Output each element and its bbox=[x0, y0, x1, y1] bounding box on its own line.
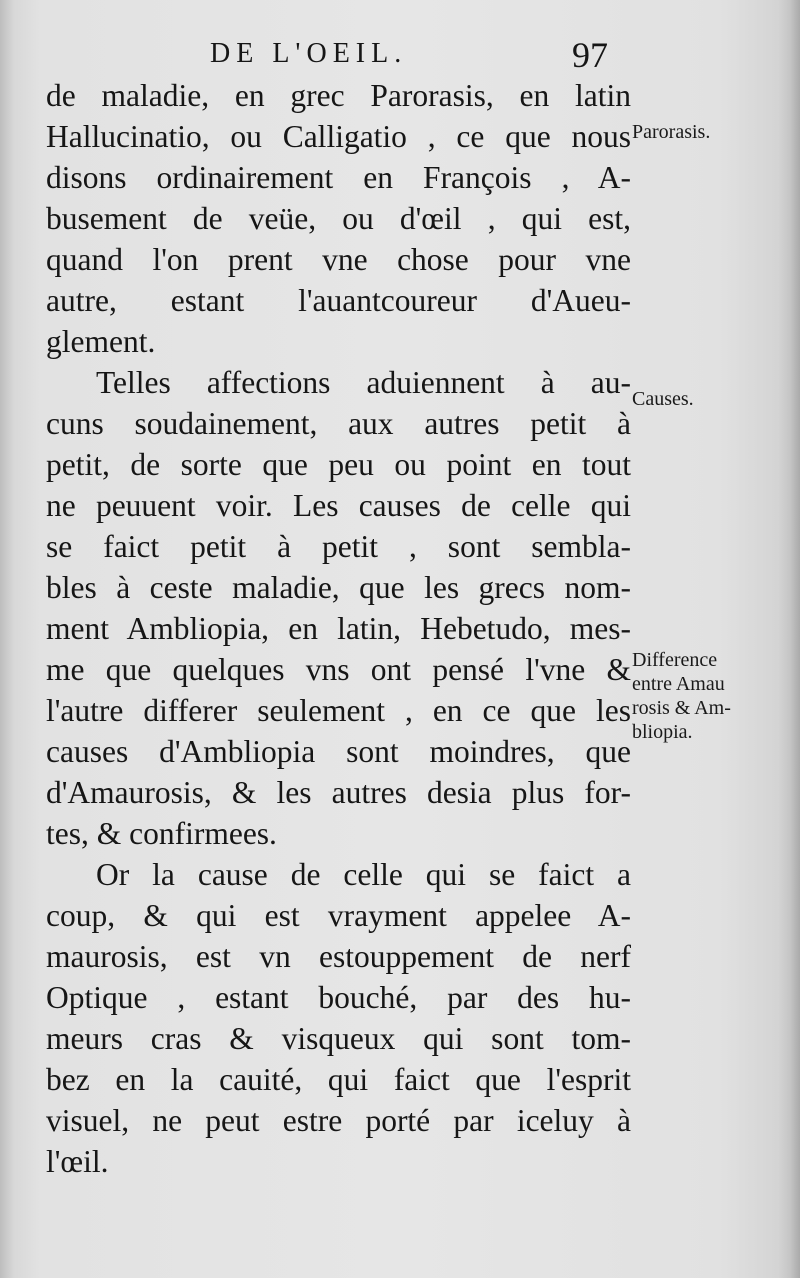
text-line: l'œil. bbox=[46, 1144, 109, 1179]
marginal-note-line: rosis & Am- bbox=[632, 697, 731, 719]
marginal-note-text: Parorasis. bbox=[632, 121, 711, 143]
paragraph-start-line: Telles affections aduiennent à au- bbox=[96, 365, 631, 400]
text-line: Optique , estant bouché, par des hu- bbox=[46, 980, 631, 1015]
marginal-note-causes bbox=[632, 387, 694, 411]
text-line: se faict petit à petit , sont sembla- bbox=[46, 529, 631, 564]
text-line: maurosis, est vn estouppement de nerf bbox=[46, 939, 631, 974]
text-line: coup, & qui est vrayment appelee A- bbox=[46, 898, 631, 933]
main-text-block bbox=[46, 75, 631, 1182]
paragraph-start-line: Or la cause de celle qui se faict a bbox=[96, 857, 631, 892]
text-line: petit, de sorte que peu ou point en tout bbox=[46, 447, 631, 482]
text-line: glement. bbox=[46, 324, 156, 359]
page-header bbox=[0, 35, 800, 78]
text-line: me que quelques vns ont pensé l'vne & bbox=[46, 652, 631, 687]
marginal-note-difference bbox=[632, 648, 731, 744]
text-line: l'autre differer seulement , en ce que les bbox=[46, 693, 631, 728]
text-line: meurs cras & visqueux qui sont tom- bbox=[46, 1021, 631, 1056]
marginal-note-parorasis bbox=[632, 120, 710, 144]
text-line: bles à ceste maladie, que les grecs nom- bbox=[46, 570, 631, 605]
text-line: visuel, ne peut estre porté par iceluy à bbox=[46, 1103, 631, 1138]
marginal-note-line: entre Amau bbox=[632, 673, 725, 695]
text-line: autre, estant l'auantcoureur d'Aueu- bbox=[46, 283, 631, 318]
text-line: de maladie, en grec Parorasis, en latin bbox=[46, 78, 631, 113]
page-number: 97 bbox=[572, 35, 608, 75]
text-line: ne peuuent voir. Les causes de celle qui bbox=[46, 488, 631, 523]
text-line: bez en la cauité, qui faict que l'esprit bbox=[46, 1062, 631, 1097]
text-line: tes, & confirmees. bbox=[46, 816, 277, 851]
marginal-note-text: Causes. bbox=[632, 388, 694, 410]
text-line: disons ordinairement en François , A- bbox=[46, 160, 631, 195]
marginal-note-line: bliopia. bbox=[632, 721, 693, 743]
marginal-note-line: Difference bbox=[632, 649, 718, 671]
text-line: causes d'Ambliopia sont moindres, que bbox=[46, 734, 631, 769]
text-line: Hallucinatio, ou Calligatio , ce que nous bbox=[46, 119, 631, 154]
running-title: DE L'OEIL. bbox=[210, 38, 408, 69]
text-line: busement de veüe, ou d'œil , qui est, bbox=[46, 201, 631, 236]
text-line: quand l'on prent vne chose pour vne bbox=[46, 242, 631, 277]
text-line: cuns soudainement, aux autres petit à bbox=[46, 406, 631, 441]
text-line: d'Amaurosis, & les autres desia plus for- bbox=[46, 775, 631, 810]
text-line: ment Ambliopia, en latin, Hebetudo, mes- bbox=[46, 611, 631, 646]
page-edge-shadow bbox=[778, 0, 800, 1278]
